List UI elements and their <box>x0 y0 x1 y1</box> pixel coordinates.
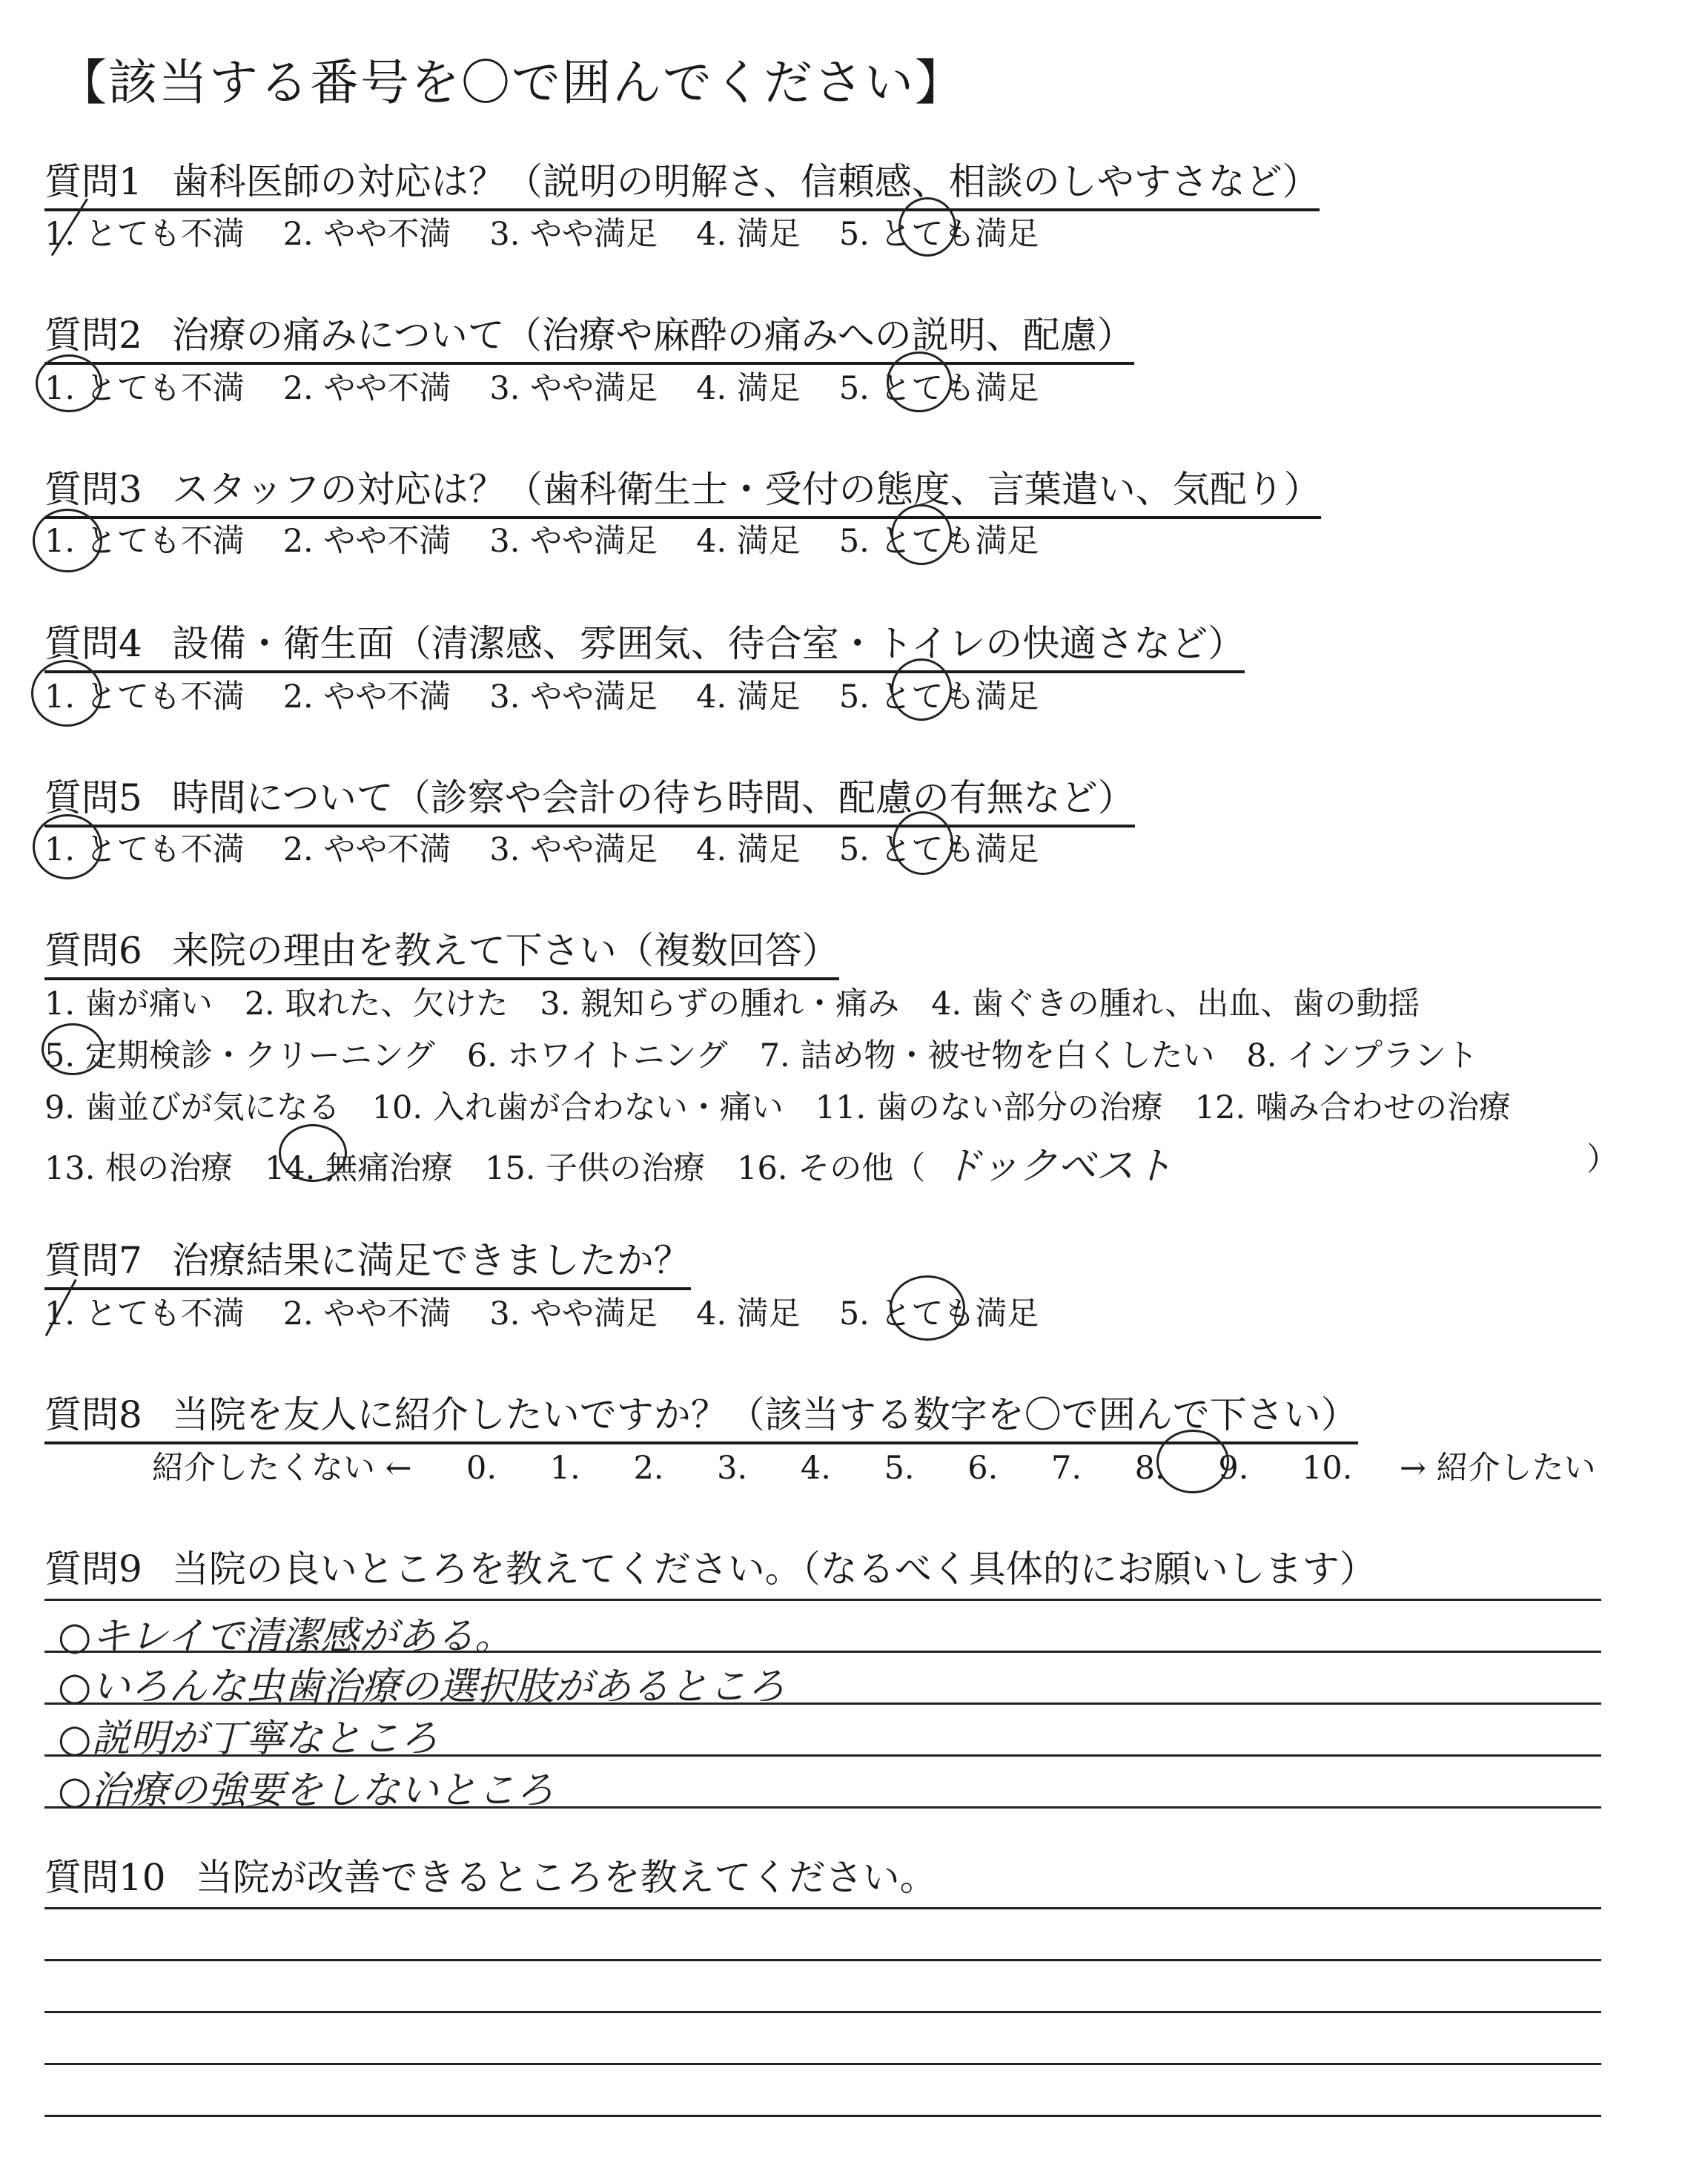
recommend-9[interactable]: 9. <box>1218 1450 1249 1487</box>
option-2[interactable]: 2. やや不満 <box>282 370 451 407</box>
question-1 <box>44 152 1320 211</box>
question-number: 質問8 <box>44 1393 142 1436</box>
option-4[interactable]: 4. 満足 <box>696 1295 801 1332</box>
page-title: 【該当する番号を〇で囲んでください】 <box>58 54 965 111</box>
selected-circle <box>279 1124 347 1182</box>
answer-line <box>44 1907 1601 1909</box>
recommend-8[interactable]: 8. <box>1134 1450 1165 1487</box>
other-answer[interactable]: ドックベスト <box>943 1144 1174 1189</box>
answer-line <box>44 1651 1601 1653</box>
option-2[interactable]: 2. やや不満 <box>282 523 451 560</box>
recommend-high-label: → 紹介したい <box>1399 1450 1596 1487</box>
selected-circle <box>891 658 952 721</box>
recommend-scale <box>152 1443 1596 1488</box>
question-text: 時間について（診察や会計の待ち時間、配慮の有無など） <box>171 776 1135 819</box>
option-1[interactable]: 1. とても不満 <box>44 523 245 560</box>
recommend-low-label: 紹介したくない ← <box>152 1450 412 1487</box>
option-5[interactable]: 5. とても満足 <box>838 1295 1039 1332</box>
question-6 <box>44 921 839 980</box>
answer-line <box>44 1599 1601 1601</box>
question-4 <box>44 614 1245 673</box>
answer-line <box>44 2011 1601 2013</box>
recommend-5[interactable]: 5. <box>884 1450 915 1487</box>
question-number: 質問1 <box>44 160 142 203</box>
scale-options-q3 <box>44 516 1039 561</box>
selected-circle <box>31 660 102 727</box>
selected-circle <box>36 354 102 412</box>
option-4[interactable]: 4. 満足 <box>696 523 801 560</box>
selected-circle <box>891 504 952 565</box>
question-number: 質問9 <box>44 1548 142 1591</box>
recommend-1[interactable]: 1. <box>549 1450 580 1487</box>
scale-options-q1 <box>44 209 1039 254</box>
selected-circle <box>898 197 956 257</box>
option-5[interactable]: 5. とても満足 <box>838 216 1039 253</box>
answer-line <box>44 2115 1601 2117</box>
option-2[interactable]: 2. やや不満 <box>282 216 451 253</box>
answer-line <box>44 1702 1601 1705</box>
question-number: 質問3 <box>44 468 142 511</box>
question-number: 質問5 <box>44 776 142 819</box>
selected-circle <box>33 509 102 572</box>
option-3[interactable]: 3. やや満足 <box>489 216 658 253</box>
option-2[interactable]: 2. やや不満 <box>282 1295 451 1332</box>
question-number: 質問4 <box>44 622 142 665</box>
question-number: 質問2 <box>44 314 142 357</box>
recommend-3[interactable]: 3. <box>717 1450 748 1487</box>
answer-line <box>44 1959 1601 1961</box>
recommend-6[interactable]: 6. <box>967 1450 999 1487</box>
question-text: 歯科医師の対応は？（説明の明解さ、信頼感、相談のしやすさなど） <box>171 160 1320 203</box>
option-5[interactable]: 5. とても満足 <box>838 370 1039 407</box>
recommend-10[interactable]: 10. <box>1302 1450 1353 1487</box>
answer-line <box>44 1754 1601 1757</box>
question-10 <box>44 1848 937 1904</box>
reason-line-3: 9. 歯並びが気になる 10. 入れ歯が合わない・痛い 11. 歯のない部分の治療 12. 噛み合わせの治療 <box>44 1089 1511 1126</box>
option-2[interactable]: 2. やや不満 <box>282 678 451 716</box>
option-3[interactable]: 3. やや満足 <box>489 831 658 868</box>
option-4[interactable]: 4. 満足 <box>696 370 801 407</box>
option-3[interactable]: 3. やや満足 <box>489 370 658 407</box>
option-1[interactable]: 1. とても不満 <box>44 1295 245 1332</box>
scale-options-q5 <box>44 825 1039 870</box>
question-text: スタッフの対応は？（歯科衛生士・受付の態度、言葉遣い、気配り） <box>171 468 1321 511</box>
answer-line <box>44 1806 1601 1809</box>
question-number: 質問7 <box>44 1239 142 1282</box>
good-point-2: ○いろんな虫歯治療の選択肢があるところ <box>58 1665 786 1709</box>
reason-line-1: 1. 歯が痛い 2. 取れた、欠けた 3. 親知らずの腫れ・痛み 4. 歯ぐきの腫れ、出血、歯の動揺 <box>44 985 1420 1023</box>
question-text: 当院を友人に紹介したいですか？（該当する数字を〇で囲んで下さい） <box>171 1393 1358 1436</box>
reason-line-2: 5. 定期検診・クリーニング 6. ホワイトニング 7. 詰め物・被せ物を白くしたい 8. インプラント <box>44 1037 1479 1074</box>
question-8 <box>44 1385 1358 1444</box>
selected-circle <box>887 351 952 412</box>
option-5[interactable]: 5. とても満足 <box>838 678 1039 716</box>
recommend-0[interactable]: 0. <box>466 1450 497 1487</box>
good-point-1: ○キレイで清潔感がある。 <box>58 1614 514 1659</box>
selected-circle <box>893 811 953 875</box>
question-text: 治療結果に満足できましたか？ <box>171 1239 691 1282</box>
question-5 <box>44 768 1135 828</box>
question-number: 質問6 <box>44 929 142 972</box>
question-text: 当院が改善できるところを教えてください。 <box>195 1856 937 1899</box>
reason-items-13-16: 13. 根の治療 14. 無痛治療 15. 子供の治療 16. その他（ <box>44 1150 926 1187</box>
question-number: 質問10 <box>44 1856 166 1899</box>
selected-circle <box>890 1275 965 1341</box>
option-1[interactable]: 1. とても不満 <box>44 370 245 407</box>
good-point-4: ○治療の強要をしないところ <box>58 1768 555 1813</box>
recommend-7[interactable]: 7. <box>1050 1450 1082 1487</box>
recommend-2[interactable]: 2. <box>633 1450 664 1487</box>
option-5[interactable]: 5. とても満足 <box>838 523 1039 560</box>
option-3[interactable]: 3. やや満足 <box>489 678 658 716</box>
option-4[interactable]: 4. 満足 <box>696 831 801 868</box>
option-4[interactable]: 4. 満足 <box>696 216 801 253</box>
question-text: 治療の痛みについて（治療や麻酔の痛みへの説明、配慮） <box>171 314 1134 357</box>
reason-line-4 <box>44 1135 1173 1190</box>
question-2 <box>44 305 1134 365</box>
question-7 <box>44 1231 691 1290</box>
option-2[interactable]: 2. やや不満 <box>282 831 451 868</box>
selected-circle <box>33 814 102 879</box>
good-point-3: ○説明が丁寧なところ <box>58 1717 439 1761</box>
question-3 <box>44 460 1321 519</box>
option-3[interactable]: 3. やや満足 <box>489 1295 658 1332</box>
other-close-paren: ） <box>1586 1141 1618 1178</box>
recommend-4[interactable]: 4. <box>800 1450 831 1487</box>
selected-circle <box>42 1023 104 1075</box>
option-5[interactable]: 5. とても満足 <box>838 831 1039 868</box>
question-text: 来院の理由を教えて下さい（複数回答） <box>171 929 839 972</box>
answer-line <box>44 2063 1601 2065</box>
selected-circle <box>1156 1430 1229 1493</box>
question-9 <box>44 1539 1377 1596</box>
scale-options-q4 <box>44 672 1039 717</box>
option-4[interactable]: 4. 満足 <box>696 678 801 716</box>
option-1[interactable]: 1. とても不満 <box>44 678 245 716</box>
question-text: 設備・衛生面（清潔感、雰囲気、待合室・トイレの快適さなど） <box>171 622 1245 665</box>
option-3[interactable]: 3. やや満足 <box>489 523 658 560</box>
question-text: 当院の良いところを教えてください。（なるべく具体的にお願いします） <box>171 1548 1377 1591</box>
option-1[interactable]: 1. とても不満 <box>44 831 245 868</box>
option-1[interactable]: 1. とても不満 <box>44 216 245 253</box>
